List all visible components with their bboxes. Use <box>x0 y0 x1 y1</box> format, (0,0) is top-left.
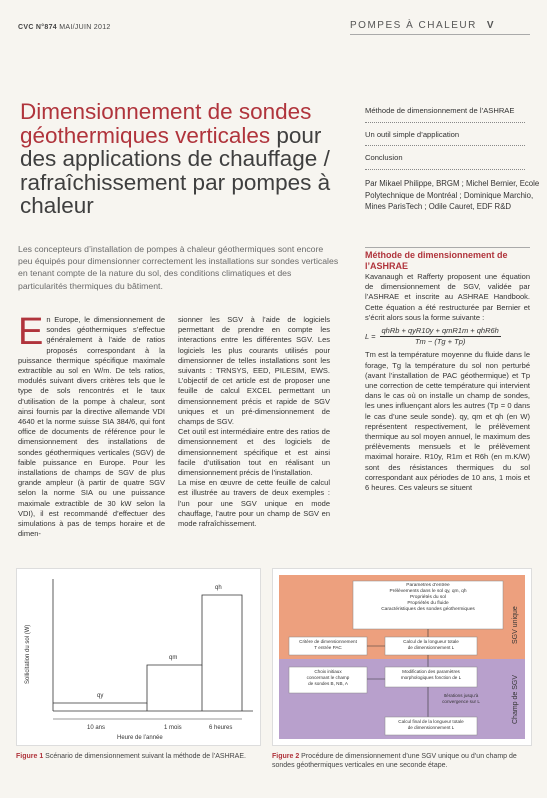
box-choice: Choix initiaux concernant le champ de sondes B, NB, A <box>306 669 350 686</box>
qm-label: qm <box>169 655 178 661</box>
figure-1-caption: Figure 1 Scénario de dimensionnement suivant la méthode de l’ASHRAE. <box>16 753 246 760</box>
authors: Par Mikael Philippe, BRGM ; Michel Bernier, Ecole Polytechnique de Montréal ; Dominique Marchio, Mines ParisTech ; Odile Cauret, EDF R&D <box>365 179 540 211</box>
toc-item[interactable]: Méthode de dimensionnement de l’ASHRAE <box>365 104 525 123</box>
qy-label: qy <box>97 693 104 699</box>
box-criteria: Critère de dimensionnement T entrée PAC <box>299 639 357 650</box>
figure-1 <box>16 568 261 746</box>
box-calc: Calcul de la longueur totale de dimensionnement L <box>403 639 459 650</box>
body-column-1: En Europe, le dimensionnement de sondes géothermiques s’effectue généralement à l’aide de ratios proposés correspondant à la puissance thermique spécifique maximale extractible au sol en W/m. De tels ratios, modulés suivant divers critères tels que le type de sols rencontrés et le taux d’utilisation de la pompe à chaleur, sont ainsi fournis par la directive allemande VDI 4640 et la norme suisse SIA 384/6, qui font office de documents de référence pour le dimensionnement des installations de sondes géothermiques verticales (SGV) de faible puissance en Europe. Pour les installations de champs de SGV de plus grande ampleur (à partir de quatre SGV selon la norme SIA ou une puissance maximale extractible de 30 kW selon la VDI), il est recommandé d’effectuer des simulations à pas de temps horaire et de dimen- <box>18 311 165 539</box>
section-heading: Méthode de dimensionnement de l’ASHRAE <box>365 247 530 271</box>
label-sgv-field: Champ de SGV <box>512 674 519 724</box>
x-axis-label: Heure de l’année <box>117 735 163 741</box>
body-column-3: Kavanaugh et Rafferty proposent une équation de dimensionnement de SGV, validée par l’ASHRAE et inscrite au ASHRAE Handbook. Cette équation a été restructurée par Bernier et s’écrit alors sous la forme suivante : L = qhRb + qyR10y + qmR1m + qhR6h Tm − (Tg + Tp) Tm est la température moyenne du fluide dans le forage, Tg la température du sol non perturbé (avant l’installation de PAC géothermique) et Tp une correction de cette température qui intervient dans le cas où on installe un champ de sondes, les unes influençant alors les autres (Tp = 0 dans le cas d’une seule sonde). qy, qm et qh (en W) représentent respectivement, le prélèvement thermique au sol moyen annuel, le maximum des prélèvements mensuels et le prélèvement maximal horaire. R10y, R1m et R6h (en m.K/W) sont des résistances thermiques du sol correspondant aux périodes de 10 ans, 1 mois et 6 heures. Ces valeurs se situent <box>365 272 530 493</box>
lead-paragraph: Les concepteurs d’installation de pompes à chaleur géothermiques sont encore peu équipés pour dimensionner correctement les installations sur sondes verticales en tenant compte de la nature du sol, des conditions climatiques et des particularités thermiques du bâtiment. <box>18 244 339 291</box>
period-6h: 6 heures <box>209 725 233 731</box>
box-modification: Modification des paramètres morphologiques fonction de L <box>400 669 462 680</box>
magazine-header: CVC N°874 MAI/JUIN 2012 <box>18 24 111 31</box>
section-header <box>350 20 530 35</box>
box-inputs: Paramètres d’entrée Prélèvements dans le sol qy, qm, qh Propriétés du sol Propriétés du fluide Caractéristiques des sondes géothermiques <box>381 583 475 612</box>
figure-2-caption: Figure 2 Procédure de dimensionnement d’une SGV unique ou d’un champ de sondes géothermiques verticales en une seconde étape. <box>272 753 517 769</box>
page-number: V <box>486 20 495 31</box>
y-axis-label: Sollicitation du sol (W) <box>25 624 31 684</box>
equation: L = qhRb + qyR10y + qmR1m + qhR6h Tm − (Tg + Tp) <box>365 326 499 347</box>
label-single-sgv: SGV unique <box>512 606 519 644</box>
iteration-label: Itérations jusqu’à convergence sur L <box>442 693 480 704</box>
qh-label: qh <box>215 585 222 591</box>
period-10y: 10 ans <box>87 725 106 731</box>
toc-item[interactable]: Conclusion <box>365 151 525 170</box>
period-1m: 1 mois <box>164 725 182 731</box>
article-title: Dimensionnement de sondes géothermiques verticales pour des applications de chauffage / rafraîchissement par pompes à chaleur <box>20 99 331 218</box>
table-of-contents <box>365 104 525 175</box>
toc-item[interactable]: Un outil simple d’application <box>365 128 525 147</box>
figure-2 <box>272 568 532 746</box>
section-name: POMPES À CHALEUR <box>350 20 477 31</box>
drop-cap: E <box>18 311 44 353</box>
box-final: Calcul final de la longueur totale de dimensionnement L <box>398 719 464 730</box>
body-column-2: sionner les SGV à l’aide de logiciels permettant de prendre en compte les interactions entre les différentes SGV. Les logiciels les plus courants utilisés pour dimensionner de telles installations sont les suivants : TRNSYS, EED, PILESIM, EWS. L’objectif de cet article est de proposer une feuille de calcul EXCEL permettant un dimensionnement précis et rapide de SGV uniques et un pré-dimensionnement de champs de SGV. Cet outil est intermédiaire entre des ratios de dimensionnement et des logiciels de dimensionnement spécifique et est ainsi facile d’utilisation tout en réalisant un dimensionnement précis de l’installation. La mise en œuvre de cette feuille de calcul est illustrée au travers de deux exemples : l’un pour une SGV unique en mode chauffage, l’autre pour un champ de SGV en mode rafraîchissement. <box>178 315 330 529</box>
